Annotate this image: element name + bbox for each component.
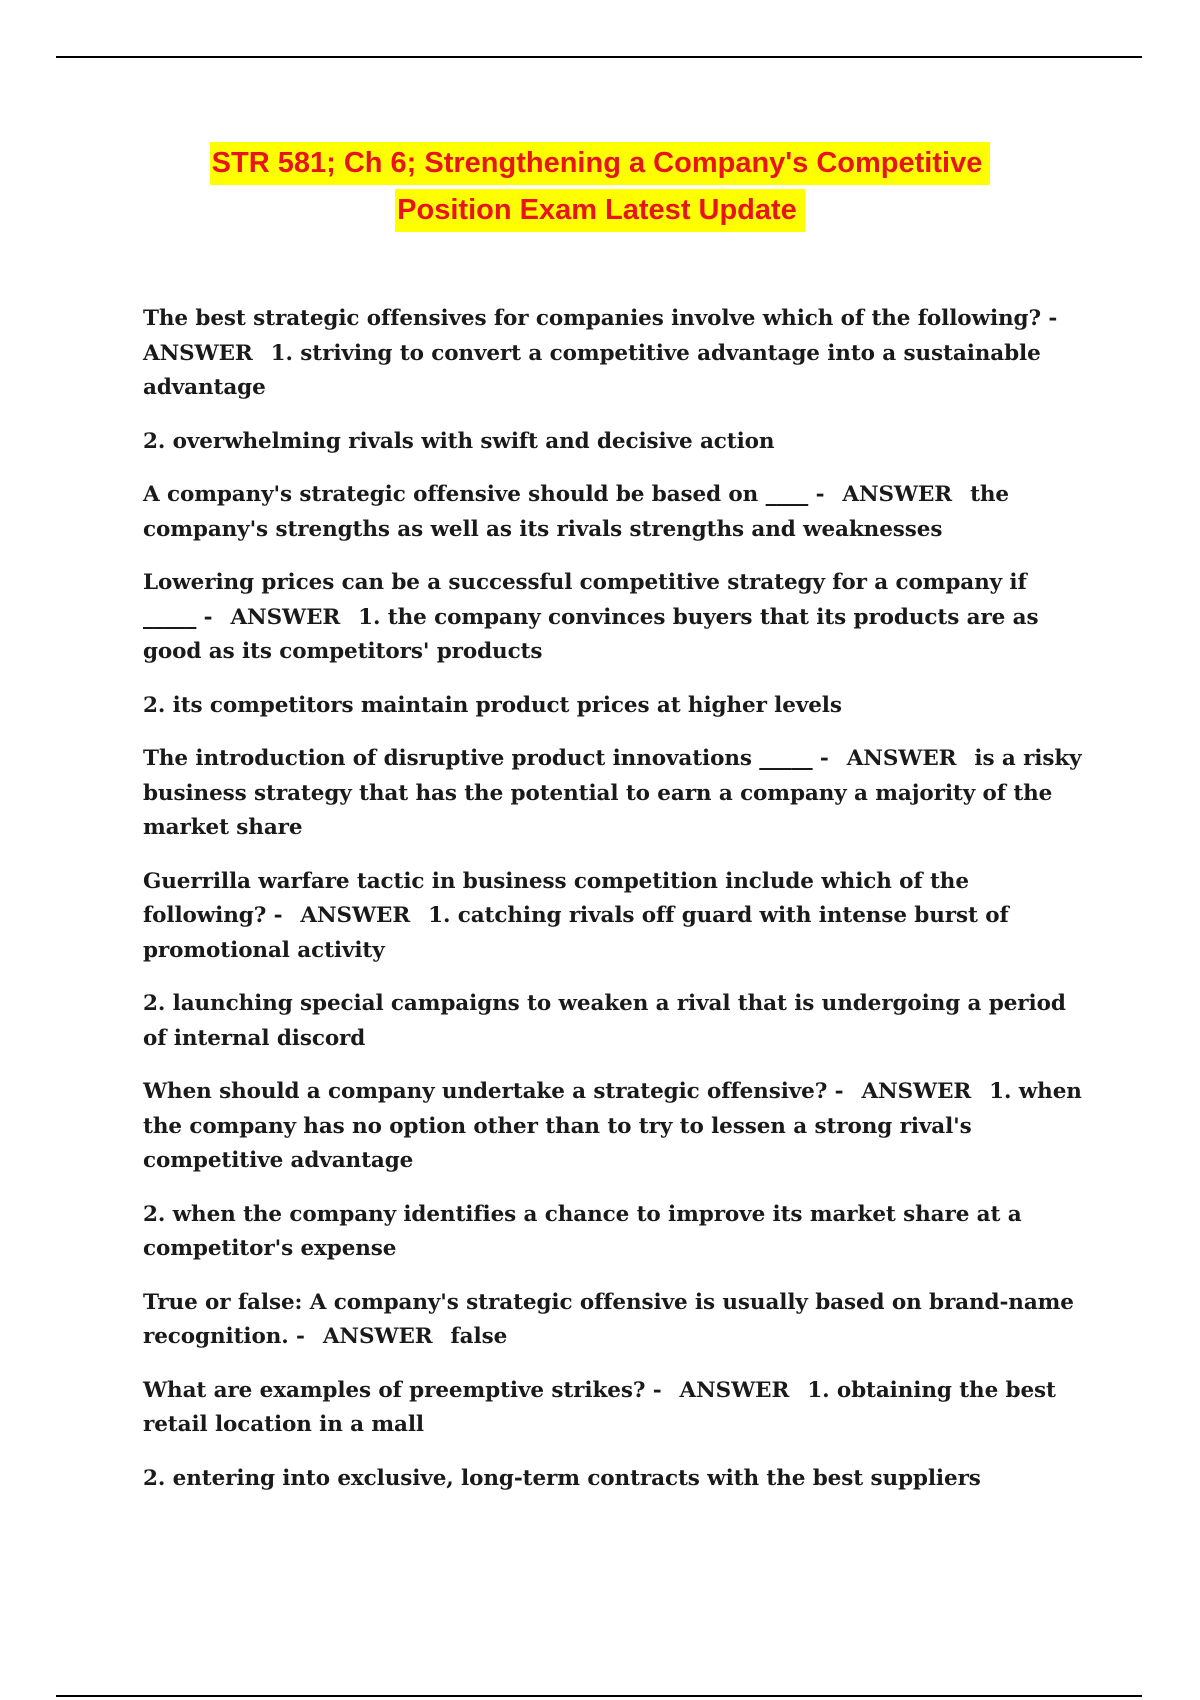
- answer-label: ANSWER: [861, 1079, 972, 1104]
- qa-item: [143, 742, 1083, 846]
- answer-text: is a risky business strategy that has the potential to earn a company a majority of the market share: [143, 746, 1082, 840]
- question-text: Lowering prices can be a successful competitive strategy for a company if _____ -: [143, 570, 1027, 630]
- qa-item: [143, 302, 1083, 406]
- qa-item: [143, 566, 1083, 670]
- answer-text: 1. when the company has no option other than to try to lessen a strong rival's competitive advantage: [143, 1079, 1082, 1173]
- question-text: What are examples of preemptive strikes? -: [143, 1377, 662, 1403]
- question-text: True or false: A company's strategic offensive is usually based on brand-name recognition. -: [143, 1289, 1074, 1349]
- qa-continuation: 2. entering into exclusive, long-term contracts with the best suppliers: [143, 1465, 981, 1491]
- answer-label: ANSWER: [842, 482, 953, 507]
- answer-text: the company's strengths as well as its rivals strengths and weaknesses: [143, 482, 1010, 542]
- answer-text: 1. obtaining the best retail location in a mall: [143, 1377, 1056, 1437]
- qa-item: [143, 1286, 1083, 1355]
- qa-continuation: 2. launching special campaigns to weaken a rival that is undergoing a period of internal discord: [143, 991, 1066, 1051]
- question-text: Guerrilla warfare tactic in business competition include which of the following? -: [143, 868, 969, 928]
- answer-label: ANSWER: [679, 1377, 790, 1403]
- qa-list: [143, 302, 1083, 1515]
- answer-label: ANSWER: [846, 746, 957, 771]
- answer-label: ANSWER: [143, 340, 253, 366]
- answer-label: ANSWER: [230, 604, 341, 630]
- qa-continuation: 2. overwhelming rivals with swift and decisive action: [143, 428, 775, 454]
- qa-continuation: 2. its competitors maintain product prices at higher levels: [143, 692, 842, 718]
- question-text: The introduction of disruptive product innovations _____ -: [143, 746, 829, 771]
- qa-item: [143, 1075, 1083, 1179]
- title-line-2: Position Exam Latest Update: [395, 189, 805, 232]
- document-title: [0, 142, 1200, 236]
- answer-text: false: [450, 1324, 508, 1349]
- question-text: The best strategic offensives for companies involve which of the following? -: [143, 306, 1058, 331]
- qa-item: [143, 865, 1083, 969]
- answer-label: ANSWER: [322, 1324, 433, 1349]
- answer-text: 1. the company convinces buyers that its products are as good as its competitors' products: [143, 604, 1039, 664]
- bottom-rule: [56, 1695, 1142, 1697]
- answer-label: ANSWER: [300, 903, 411, 928]
- answer-text: 1. striving to convert a competitive advantage into a sustainable advantage: [143, 340, 1041, 400]
- qa-item: [143, 1374, 1083, 1443]
- qa-continuation: 2. when the company identifies a chance to improve its market share at a competitor's expense: [143, 1201, 1022, 1261]
- answer-text: 1. catching rivals off guard with intense burst of promotional activity: [143, 903, 1009, 963]
- title-line-1: STR 581; Ch 6; Strengthening a Company's Competitive: [210, 142, 991, 185]
- top-rule: [56, 56, 1142, 58]
- qa-item: [143, 478, 1083, 547]
- question-text: When should a company undertake a strategic offensive? -: [143, 1079, 844, 1104]
- question-text: A company's strategic offensive should be based on ____ -: [143, 482, 825, 507]
